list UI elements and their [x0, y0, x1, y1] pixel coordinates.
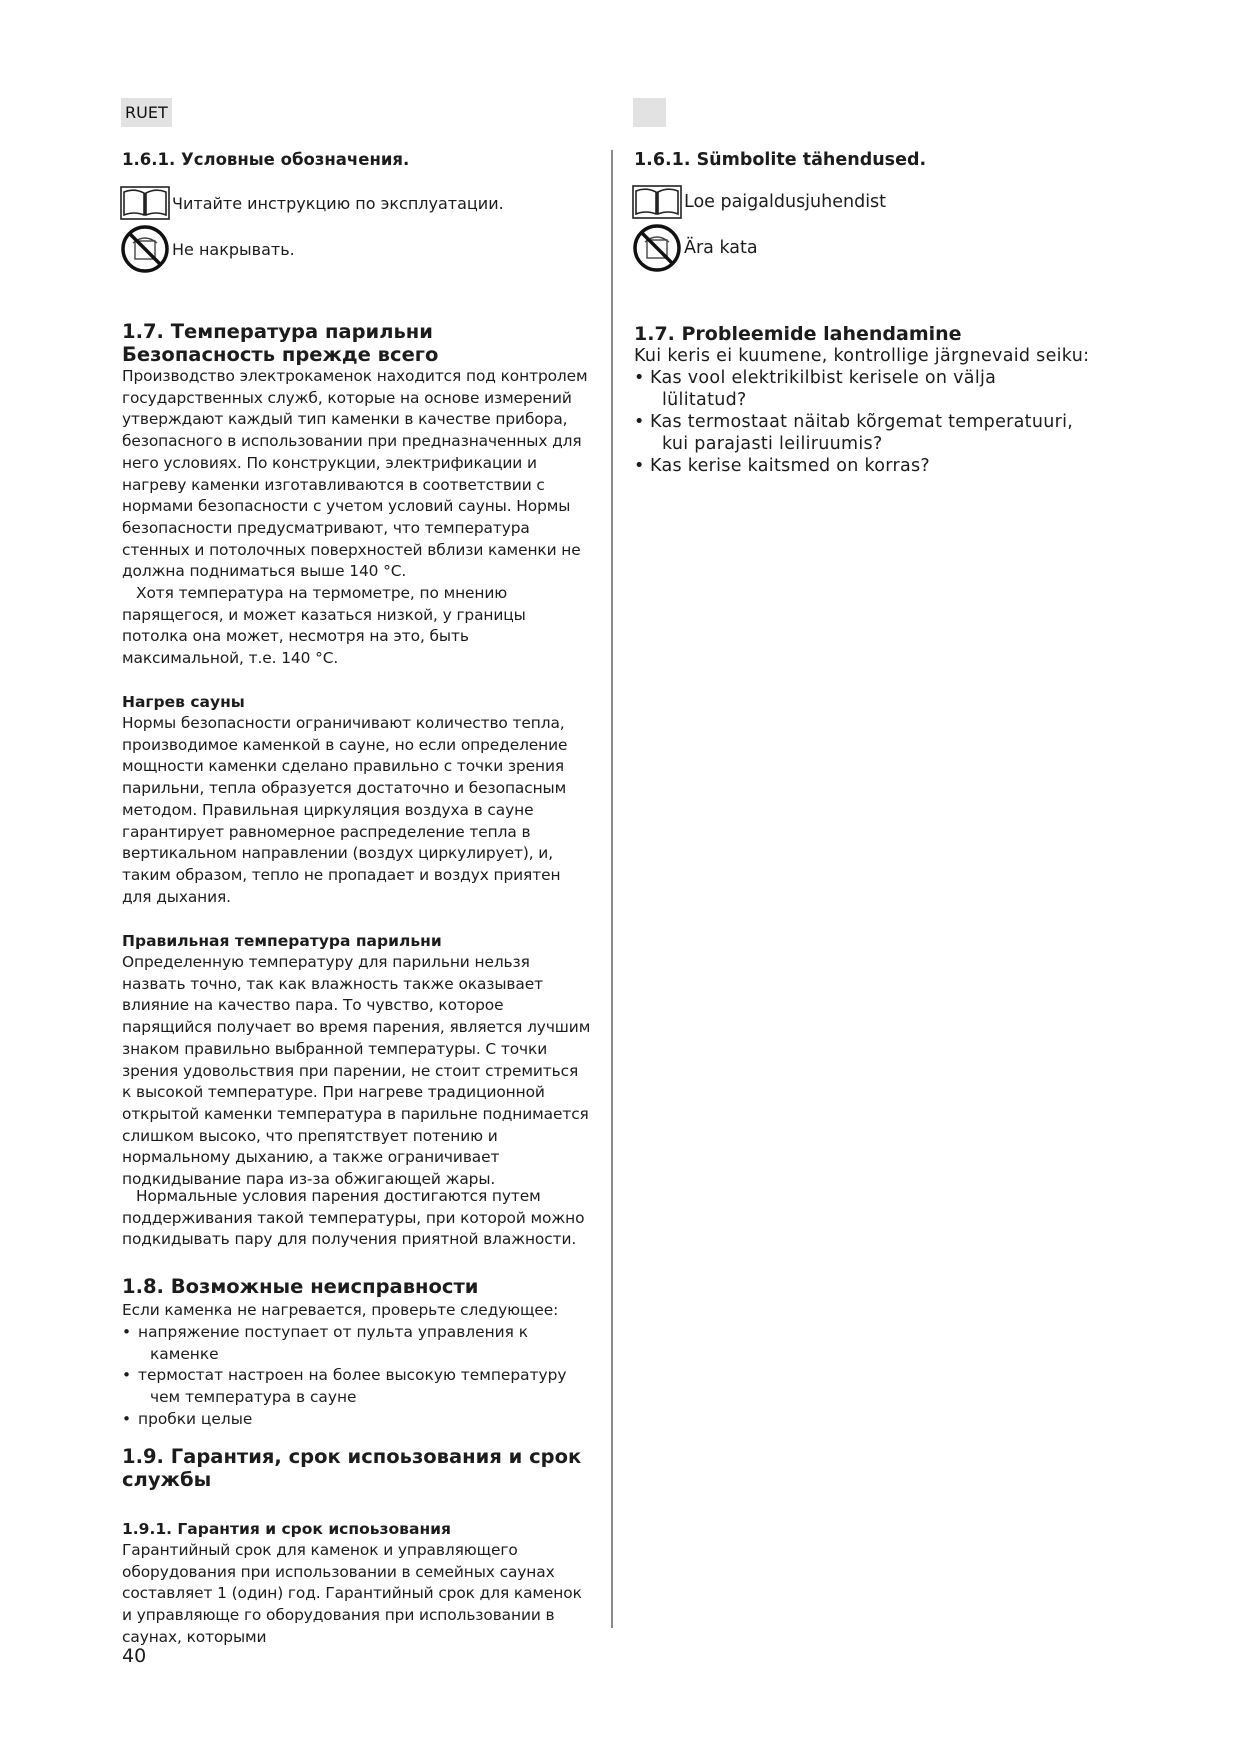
section-1-7-heading-ru: 1.7. Температура парильни Безопасность прежде всего: [122, 320, 439, 366]
book-icon: [632, 185, 682, 219]
symbol-cover-label-et: Ära kata: [684, 238, 758, 258]
section-1-7-paragraph-1: Производство электрокаменок находится под контролем государственных служб, которые на основе измерений утверждают каждый тип каменки в качестве прибора, безопасного в использовании при предназначенных для него условиях. По конструкции, электрификации и нагреву каменки изготавливаются в соответствии с нормами безопасности с учетом условий сауны. Нормы безопасности предусматривают, что температура стенных и потолочных поверхностей вблизи каменки не должна подниматься выше 140 °C.: [122, 367, 588, 581]
symbol-cover-row-ru: [120, 224, 295, 274]
section-1-9-heading: 1.9. Гарантия, срок испоьзования и срок службы: [122, 1445, 582, 1491]
language-code-badge: RUET: [121, 98, 172, 127]
do-not-cover-icon: [120, 224, 170, 274]
correct-temperature-heading: Правильная температура парильни: [122, 932, 442, 950]
correct-temperature-paragraph-2: Нормальные условия парения достигаются путем поддерживания такой температуры, при которой можно подкидывать пару для получения приятной влажности.: [122, 1187, 585, 1249]
section-1-8-list: [122, 1322, 584, 1431]
list-item: • Kas vool elektrikilbist kerisele on välja lülitatud?: [634, 367, 1084, 411]
column-divider: [611, 150, 613, 1628]
symbol-read-label-et: Loe paigaldusjuhendist: [684, 192, 887, 212]
section-1-8-heading: 1.8. Возможные неисправности: [122, 1275, 479, 1298]
symbols-heading-ru: 1.6.1. Условные обозначения.: [122, 150, 410, 169]
symbol-cover-row-et: [632, 223, 758, 273]
section-1-8-intro: Если каменка не нагревается, проверьте следующее:: [122, 1301, 559, 1319]
page-number: 40: [122, 1645, 147, 1667]
symbol-read-row-ru: [120, 186, 504, 220]
section-1-7-list-et: [634, 367, 1084, 477]
list-item: • пробки целые: [122, 1409, 584, 1431]
section-1-9-1-paragraph: Гарантийный срок для каменок и управляющего оборудования при использовании в семейных саунах составляет 1 (один) год. Гарантийный срок для каменок и управляюще го оборудования при использовании в саунах, которыми: [122, 1541, 582, 1646]
list-item: • Kas termostaat näitab kõrgemat temperatuuri, kui parajasti leiliruumis?: [634, 411, 1084, 455]
sauna-heating-heading: Нагрев сауны: [122, 693, 245, 711]
book-icon: [120, 186, 170, 220]
sauna-heating-paragraph: Нормы безопасности ограничивают количество тепла, производимое каменкой в сауне, но если определение мощности каменки сделано правильно с точки зрения парильни, тепла образуется достаточно и безопасным методом. Правильная циркуляция воздуха в сауне гарантирует равномерное распределение тепла в вертикальном направлении (воздух циркулирует), и, таким образом, тепло не пропадает и воздух приятен для дыхания.: [122, 714, 568, 906]
language-code-badge-empty: [633, 98, 666, 127]
section-1-7-intro-et: Kui keris ei kuumene, kontrollige järgnevaid seiku:: [634, 346, 1090, 366]
list-item: • термостат настроен на более высокую температуру чем температура в сауне: [122, 1365, 584, 1408]
section-1-7-paragraph-2: Хотя температура на термометре, по мнению парящегося, и может казаться низкой, у границы потолка она может, несмотря на это, быть максимальной, т.е. 140 °C.: [122, 584, 526, 668]
correct-temperature-paragraph-1: Определенную температуру для парильни нельзя назвать точно, так как влажность также оказывает влияние на качество пара. То чувство, которое парящийся получает во время парения, является лучшим знаком правильно выбранной температуры. С точки зрения удовольствия при парении, не стоит стремиться к высокой температуре. При нагреве традиционной открытой каменки температура в парильне поднимается слишком высоко, что препятствует потению и нормальному дыханию, а также ограничивает подкидывание пара из-за обжигающей жары.: [122, 953, 591, 1189]
symbol-read-row-et: [632, 185, 886, 219]
symbols-heading-et: 1.6.1. Sümbolite tähendused.: [634, 150, 927, 170]
list-item: • Kas kerise kaitsmed on korras?: [634, 455, 1084, 477]
list-item: • напряжение поступает от пульта управления к каменке: [122, 1322, 584, 1365]
symbol-read-label-ru: Читайте инструкцию по эксплуатации.: [172, 193, 504, 213]
symbol-cover-label-ru: Не накрывать.: [172, 239, 295, 259]
do-not-cover-icon: [632, 223, 682, 273]
section-1-9-1-heading: 1.9.1. Гарантия и срок испоьзования: [122, 1520, 451, 1538]
section-1-7-heading-et: 1.7. Probleemide lahendamine: [634, 323, 962, 345]
